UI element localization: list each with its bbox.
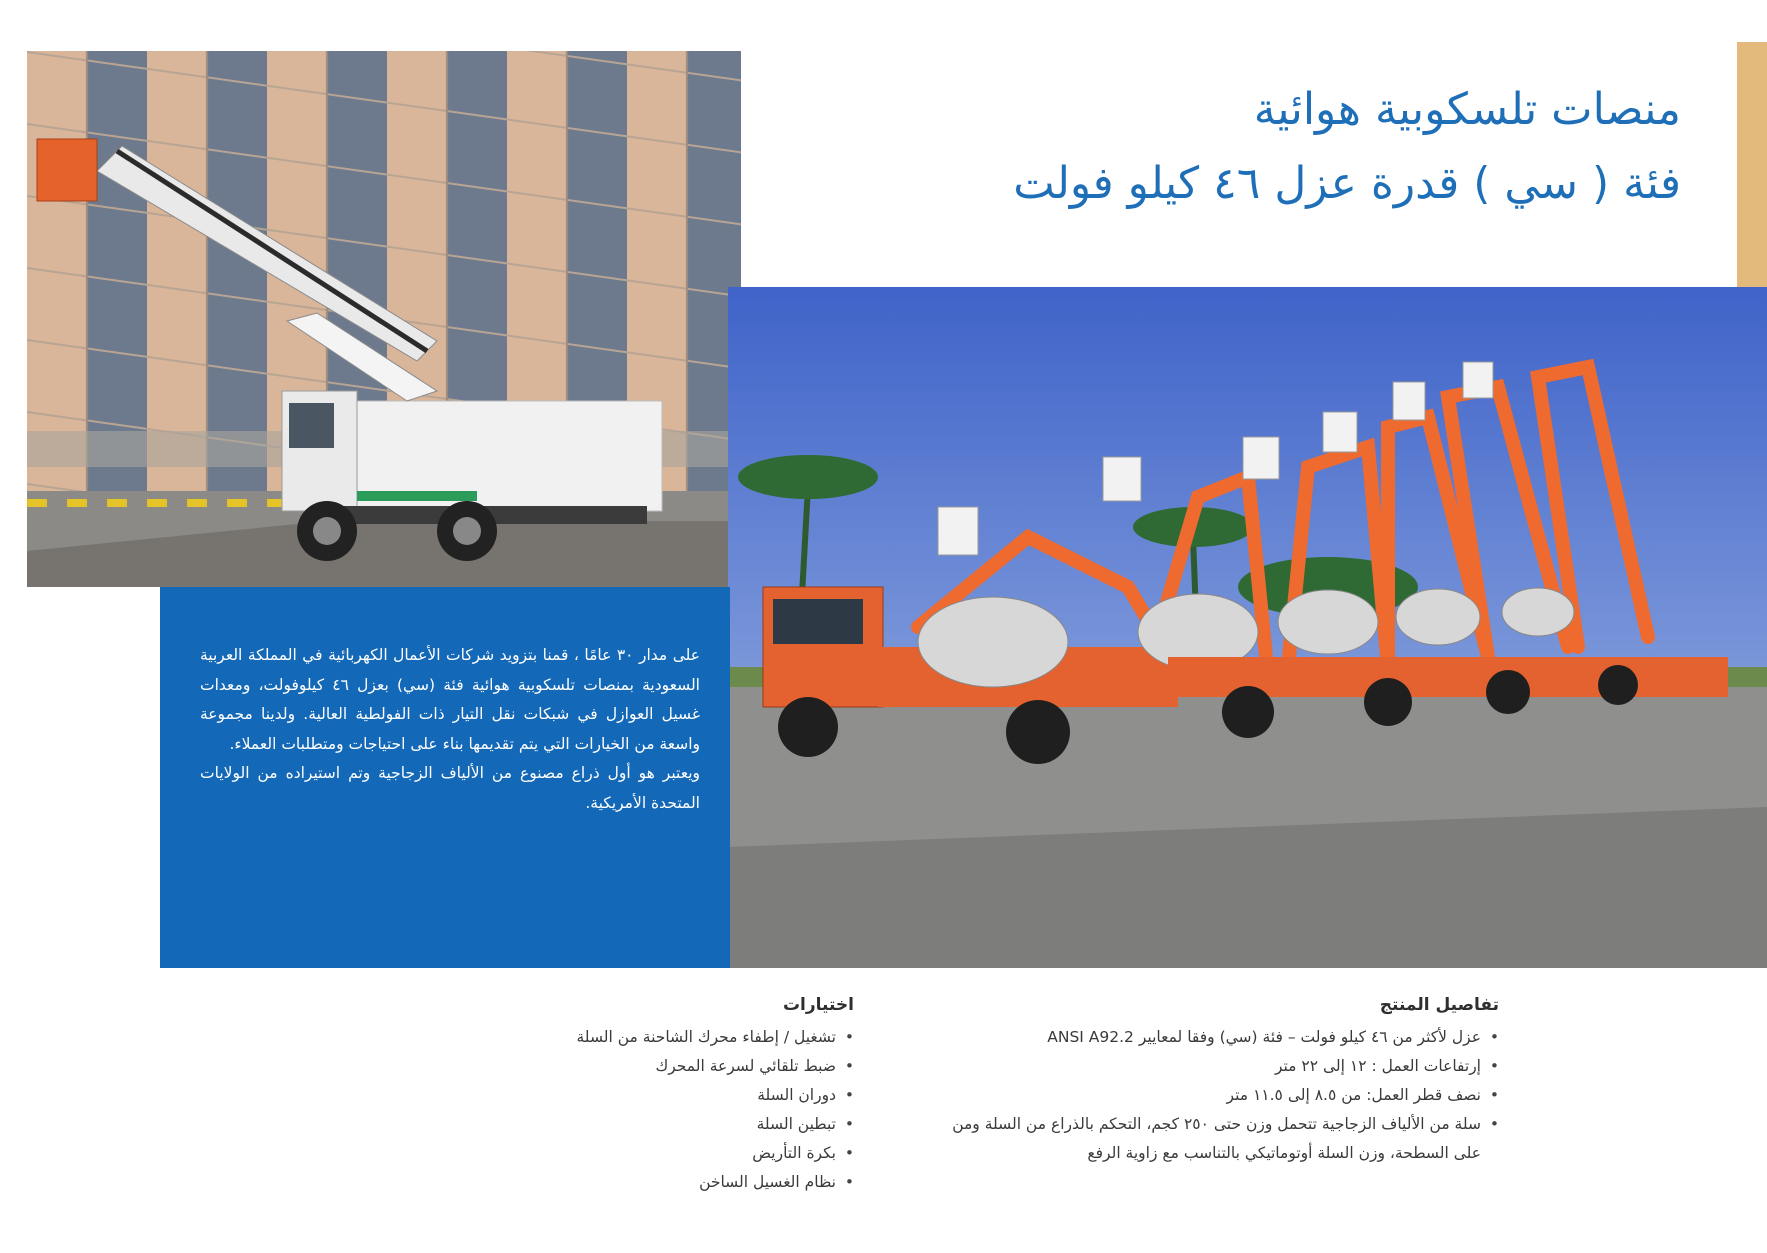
options-heading: اختيارات	[782, 995, 854, 1015]
list-item: • نظام الغسيل الساخن	[354, 1168, 854, 1197]
page-title-line-1: منصات تلسكوبية هوائية	[1253, 84, 1681, 135]
options-section	[354, 995, 854, 1197]
list-item: • ضبط تلقائي لسرعة المحرك	[354, 1052, 854, 1081]
truck-fleet-photo	[728, 287, 1767, 968]
boom-truck-photo	[27, 51, 741, 587]
intro-paragraph-2: ويعتبر هو أول ذراع مصنوع من الألياف الزجاجية وتم استيراده من الولايات المتحدة الأمريكية.	[200, 764, 700, 812]
intro-text	[200, 641, 700, 819]
list-item: • دوران السلة	[354, 1081, 854, 1110]
intro-paragraph-1: على مدار ٣٠ عامًا ، قمنا بتزويد شركات الأعمال الكهربائية في المملكة العربية السعودية بمنصات تلسكوبية هوائية فئة (سي) بعزل ٤٦ كيلوفولت، ومعدات غسيل العوازل في شبكات نقل التيار ذات الفولطية العالية. ولدينا مجموعة واسعة من الخيارات التي يتم تقديمها بناء على احتياجات ومتطلبات العملاء.	[200, 646, 700, 753]
accent-tab	[1737, 42, 1767, 292]
intro-box	[160, 587, 730, 968]
list-item: • سلة من الألياف الزجاجية تتحمل وزن حتى ٢٥٠ كجم، التحكم بالذراع من السلة ومن على السطحة، وزن السلة أوتوماتيكي بالتناسب مع زاوية الرفع	[921, 1110, 1499, 1168]
list-item: • تشغيل / إطفاء محرك الشاحنة من السلة	[354, 1023, 854, 1052]
list-item: • نصف قطر العمل: من ٨.٥ إلى ١١.٥ متر	[699, 1081, 1499, 1110]
list-item: • بكرة التأريض	[354, 1139, 854, 1168]
list-item: • تبطين السلة	[354, 1110, 854, 1139]
list-item: • عزل لأكثر من ٤٦ كيلو فولت – فئة (سي) وفقا لمعايير ANSI A92.2	[699, 1023, 1499, 1052]
options-list	[354, 1023, 854, 1197]
product-details-heading: تفاصيل المنتج	[1379, 995, 1499, 1015]
page-title-line-2: فئة ( سي ) قدرة عزل ٤٦ كيلو فولت	[1013, 158, 1681, 209]
list-item: • إرتفاعات العمل : ١٢ إلى ٢٢ متر	[699, 1052, 1499, 1081]
